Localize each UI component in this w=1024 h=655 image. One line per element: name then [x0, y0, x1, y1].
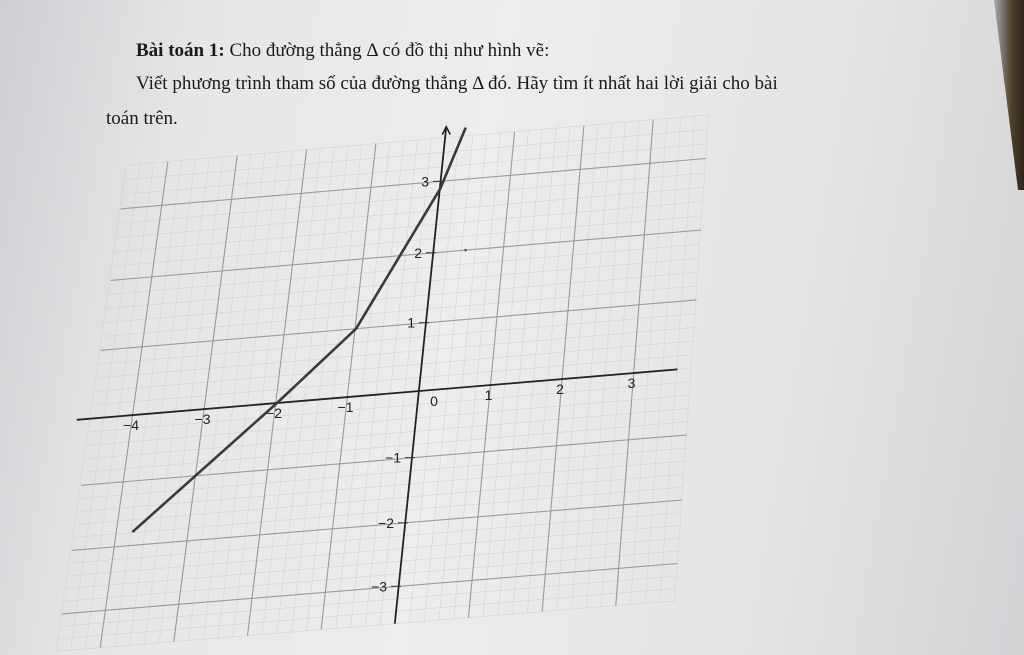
- grid-minor-vertical: [130, 159, 196, 645]
- x-tick-label: −1: [337, 399, 354, 415]
- grid-major-horizontal: [111, 230, 702, 280]
- y-tick-label: −2: [378, 514, 394, 531]
- grid-minor-vertical: [351, 141, 404, 627]
- grid-minor-horizontal: [68, 526, 681, 576]
- grid-minor-horizontal: [93, 355, 693, 405]
- grid-major-vertical: [321, 144, 376, 630]
- grid-minor-vertical: [601, 121, 639, 607]
- grid-minor-vertical: [454, 133, 501, 619]
- grid-minor-vertical: [306, 145, 362, 631]
- x-tick-label: 3: [627, 375, 636, 391]
- grid-minor-horizontal: [95, 341, 694, 391]
- grid-minor-horizontal: [124, 129, 707, 179]
- grid-minor-vertical: [56, 165, 126, 651]
- grid-minor-vertical: [71, 164, 140, 650]
- grid-minor-vertical: [498, 129, 542, 615]
- grid-minor-horizontal: [89, 382, 691, 432]
- grid-minor-vertical: [85, 163, 154, 649]
- y-tick-label: 1: [407, 314, 415, 331]
- problem-task-line-2: toán trên.: [106, 108, 178, 129]
- grid-minor-vertical: [660, 116, 695, 602]
- y-tick-label: 2: [414, 244, 422, 261]
- grid-minor-vertical: [159, 157, 223, 643]
- x-tick-label: 2: [556, 381, 564, 397]
- grid-minor-horizontal: [122, 144, 706, 194]
- grid-minor-horizontal: [99, 314, 696, 364]
- grid-minor-vertical: [631, 118, 668, 604]
- grid-minor-vertical: [218, 152, 279, 638]
- grid-minor-horizontal: [103, 286, 698, 336]
- grid-minor-horizontal: [77, 461, 685, 511]
- grid-major-vertical: [616, 120, 653, 606]
- grid-major-horizontal: [72, 500, 683, 550]
- grid-minor-horizontal: [107, 258, 700, 308]
- grid-minor-vertical: [336, 142, 390, 628]
- grid-major-horizontal: [101, 300, 697, 350]
- grid-minor-vertical: [233, 151, 293, 637]
- grid-minor-vertical: [115, 160, 182, 646]
- y-tick-label: 3: [421, 173, 429, 190]
- grid-minor-vertical: [483, 130, 528, 616]
- grid-minor-horizontal: [79, 448, 686, 498]
- grid-minor-vertical: [277, 147, 334, 633]
- grid-minor-vertical: [439, 134, 487, 620]
- grid-minor-vertical: [675, 115, 709, 601]
- stray-dot: [464, 249, 467, 252]
- grid-minor-vertical: [513, 128, 556, 614]
- grid-minor-vertical: [144, 158, 209, 644]
- grid: [56, 115, 709, 651]
- grid-minor-horizontal: [105, 272, 699, 322]
- grid-minor-horizontal: [56, 601, 675, 651]
- grid-major-vertical: [174, 156, 237, 642]
- grid-minor-vertical: [292, 146, 348, 632]
- grid-major-vertical: [468, 132, 514, 618]
- grid-minor-vertical: [410, 136, 460, 622]
- grid-minor-vertical: [365, 140, 417, 626]
- grid-minor-horizontal: [87, 395, 690, 445]
- x-tick-label: 1: [484, 387, 493, 403]
- x-tick-label: −3: [194, 411, 211, 427]
- grid-minor-horizontal: [70, 513, 682, 563]
- grid-minor-horizontal: [109, 244, 701, 294]
- grid-minor-vertical: [262, 148, 320, 634]
- x-tick-label: −2: [266, 405, 282, 421]
- problem-intro: Cho đường thẳng Δ có đồ thị như hình vẽ:: [224, 40, 550, 61]
- x-tick-label: −4: [123, 417, 139, 433]
- grid-minor-horizontal: [126, 115, 708, 165]
- y-tick-label: −3: [371, 578, 387, 595]
- grid-minor-vertical: [189, 154, 251, 640]
- grid-minor-horizontal: [97, 327, 695, 377]
- problem-title: Bài toán 1:: [136, 40, 225, 61]
- grid-minor-vertical: [380, 139, 431, 625]
- y-axis: [395, 127, 446, 624]
- grid-minor-vertical: [645, 117, 681, 603]
- y-tick-label: −1: [385, 449, 401, 466]
- problem-task-line-1: Viết phương trình tham số của đường thẳng Δ đó. Hãy tìm ít nhất hai lời giải cho bài: [136, 73, 778, 94]
- x-tick-label: 0: [430, 393, 438, 409]
- x-axis: [77, 369, 678, 419]
- grid-major-vertical: [100, 162, 168, 648]
- grid-minor-vertical: [424, 135, 473, 621]
